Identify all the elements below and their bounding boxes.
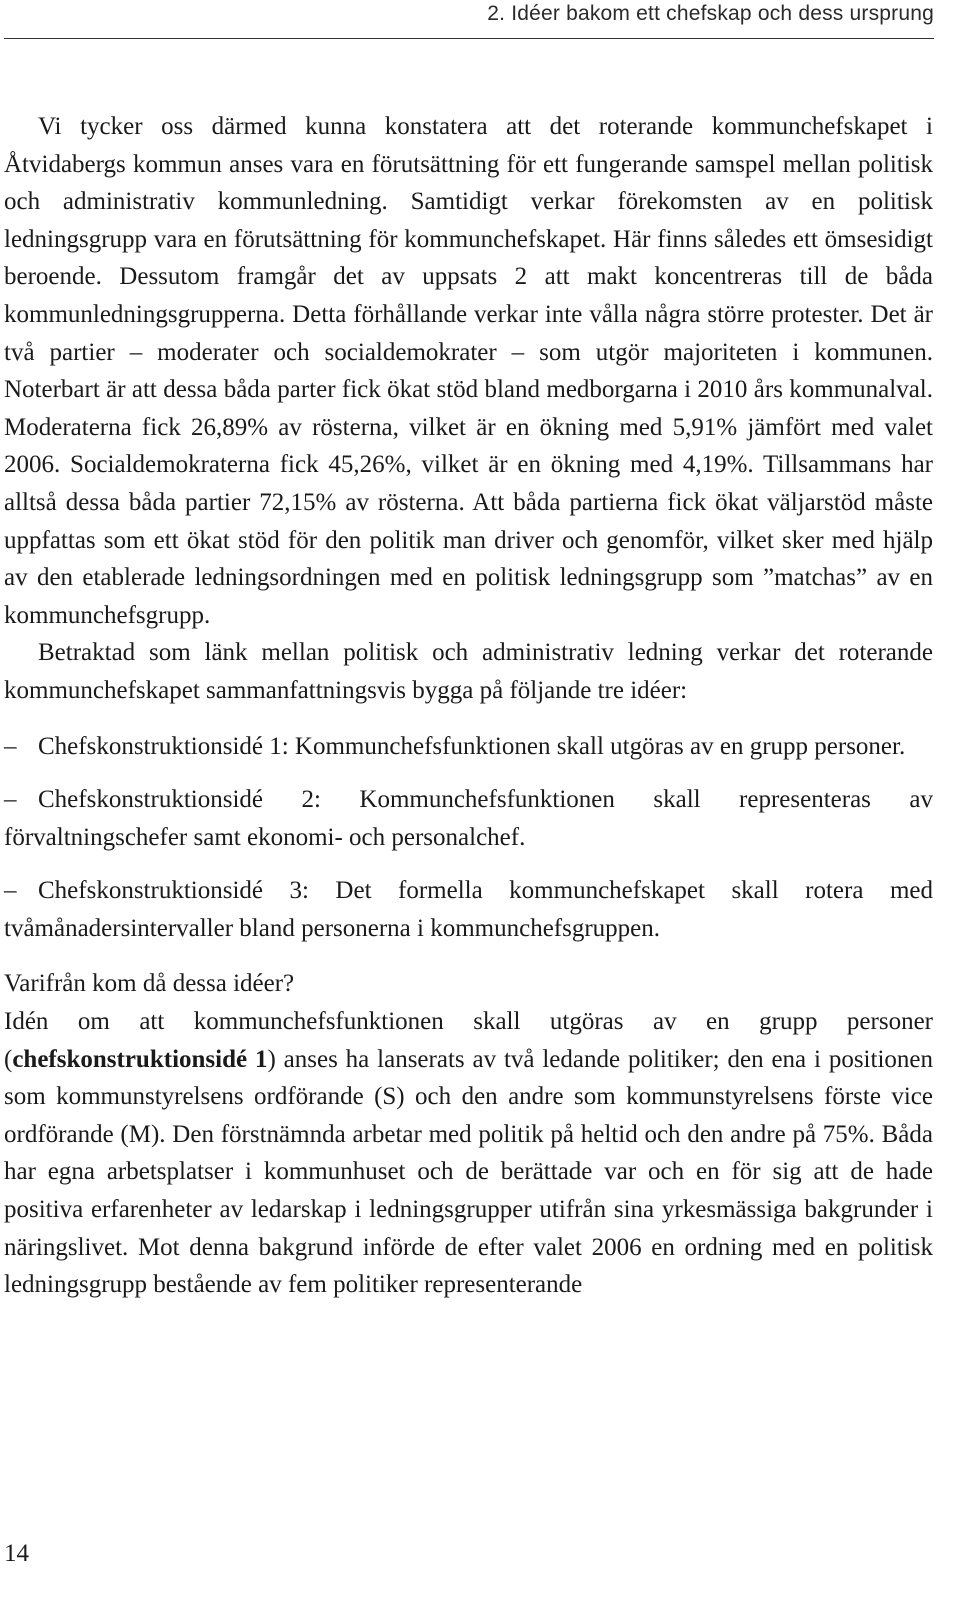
paragraph-1: Vi tycker oss därmed kunna konstatera att det roterande kommunchefskapet i Åtvidabergs kommun anses vara en förutsättning för ett fungerande samspel mellan politisk och administrativ kommunledning. Samtidigt verkar förekomsten av en politisk ledningsgrupp vara en förutsättning för kommunchefskapet. Här finns således ett ömsesidigt beroende. Dessutom framgår det av uppsats 2 att makt koncentreras till de båda kommunledningsgrupperna. Detta förhållande verkar inte vålla några större protester. Det är två partier – moderater och socialdemokrater – som utgör majoriteten i kommunen. Noterbart är att dessa båda parter fick ökat stöd bland medborgarna i 2010 års kommunalval. Moderaterna fick 26,89% av rösterna, vilket är en ökning med 5,91% jämfört med valet 2006. Socialdemokraterna fick 45,26%, vilket är en ökning med 4,19%. Tillsammans har alltså dessa båda partier 72,15% av rösterna. Att båda partierna fick ökat väljarstöd måste uppfattas som ett ökat stöd för den politik man driver och genomför, vilket sker med hjälp av den etablerade ledningsordningen med en politisk ledningsgrupp som ”matchas” av en kommunchefsgrupp. [4,113,933,629]
list-dash: – [4,786,17,814]
question-line: Varifrån kom då dessa idéer? [4,970,295,998]
body-text [4,108,933,1304]
list-item [4,781,933,856]
paragraph-2: Betraktad som länk mellan politisk och administrativ ledning verkar det roterande kommunchefskapet sammanfattningsvis bygga på följande tre idéer: [4,639,933,704]
list-dash: – [4,732,17,760]
list-item-text: Chefskonstruktionsidé 2: Kommunchefsfunktionen skall representeras av förvaltningschefer samt ekonomi- och personalchef. [4,786,933,851]
page-number: 14 [4,1540,29,1567]
list-item-text: Chefskonstruktionsidé 3: Det formella kommunchefskapet skall rotera med tvåmånadersintervaller bland personerna i kommunchefsgruppen. [4,877,933,942]
running-header: 2. Idéer bakom ett chefskap och dess ursprung [487,2,934,25]
paragraph-3-bold-term: chefskonstruktionsidé 1 [12,1045,268,1073]
list-item-text: Chefskonstruktionsidé 1: Kommunchefsfunktionen skall utgöras av en grupp personer. [38,732,906,760]
header-rule [4,38,934,39]
paragraph-3-end: ) anses ha lanserats av två ledande politiker; den ena i positionen som kommunstyrelsens ordförande (S) och den andre som kommunstyrelsens förste vice ordförande (M). Den förstnämnda arbetar med politik på heltid och den andre på 75%. Båda har egna arbetsplatser i kommunhuset och de berättade var och en för sig att de hade positiva erfarenheter av ledarskap i ledningsgrupper utifrån sina yrkesmässiga bakgrunder i näringslivet. Mot denna bakgrund införde de efter valet 2006 en ordning med en politisk ledningsgrupp bestående av fem politiker representerande [4,1045,933,1299]
paragraph-3 [4,1003,933,1304]
list-item [4,872,933,947]
list-dash: – [4,877,17,905]
paragraph-3-start: Idén om att kommunchefsfunktionen skall utgöras av en grupp personer ( [4,1008,933,1073]
list-item [4,728,933,766]
